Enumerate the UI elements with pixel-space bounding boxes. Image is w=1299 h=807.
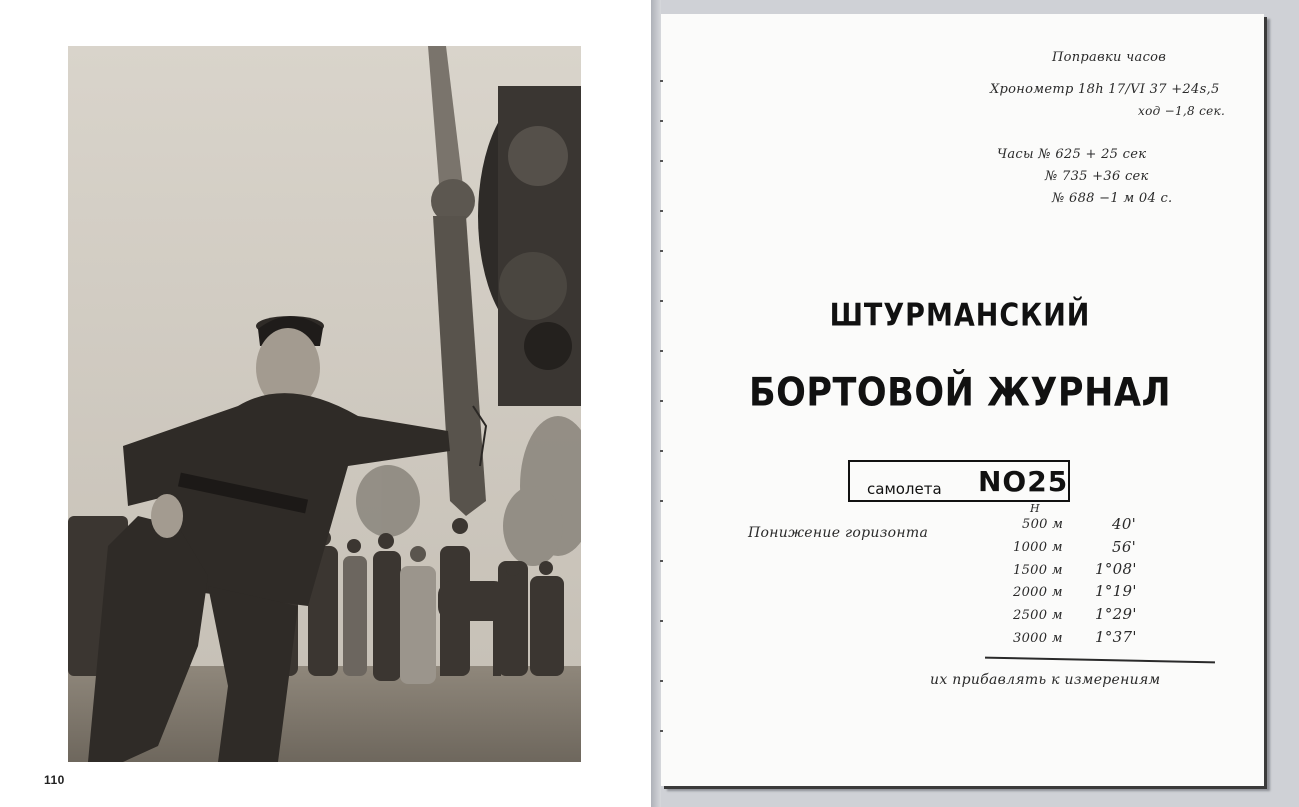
handwritten-dip-value: 56' bbox=[1112, 538, 1137, 556]
archival-photo bbox=[68, 46, 581, 762]
handwritten-corrections-header: Поправки часов bbox=[1052, 50, 1167, 65]
page-number: 110 bbox=[44, 773, 65, 787]
aircraft-number: NO25 bbox=[978, 465, 1069, 498]
handwritten-altitude-row: 3000 м bbox=[1013, 631, 1063, 646]
handwritten-footer-note: их прибавлять к измерениям bbox=[930, 672, 1161, 688]
handwritten-watch-3: № 688 −1 м 04 с. bbox=[1052, 191, 1173, 206]
handwritten-watch-1: Часы № 625 + 25 сек bbox=[997, 147, 1147, 162]
handwritten-altitude-row: 1500 м bbox=[1013, 563, 1063, 578]
handwritten-dip-value: 1°19' bbox=[1095, 582, 1137, 600]
aircraft-label: самолета bbox=[867, 480, 942, 498]
handwritten-chronometer-rate: ход −1,8 сек. bbox=[1138, 104, 1226, 118]
logbook-title-line1: ШТУРМАНСКИЙ bbox=[829, 297, 1091, 334]
handwritten-dip-value: 1°29' bbox=[1095, 605, 1137, 623]
handwritten-dip-value: 40' bbox=[1112, 515, 1137, 533]
handwritten-altitude-row: 2000 м bbox=[1013, 585, 1063, 600]
handwritten-chronometer: Хронометр 18h 17/VI 37 +24s,5 bbox=[990, 82, 1220, 97]
handwritten-altitude-row: 2500 м bbox=[1013, 608, 1063, 623]
handwritten-altitude-row: 1000 м bbox=[1013, 540, 1063, 555]
aircraft-number-box bbox=[848, 460, 1070, 502]
handwritten-dip-value: 1°08' bbox=[1095, 560, 1137, 578]
handwritten-watch-2: № 735 +36 сек bbox=[1045, 169, 1149, 184]
photo-illustration bbox=[68, 46, 581, 762]
handwritten-horizon-label: Понижение горизонта bbox=[748, 525, 929, 541]
handwritten-altitude-row: 500 м bbox=[1022, 517, 1064, 532]
handwritten-altitude-mark: H bbox=[1030, 502, 1040, 515]
logbook-title-line2: БОРТОВОЙ ЖУРНАЛ bbox=[748, 370, 1172, 416]
handwritten-dip-value: 1°37' bbox=[1095, 628, 1137, 646]
